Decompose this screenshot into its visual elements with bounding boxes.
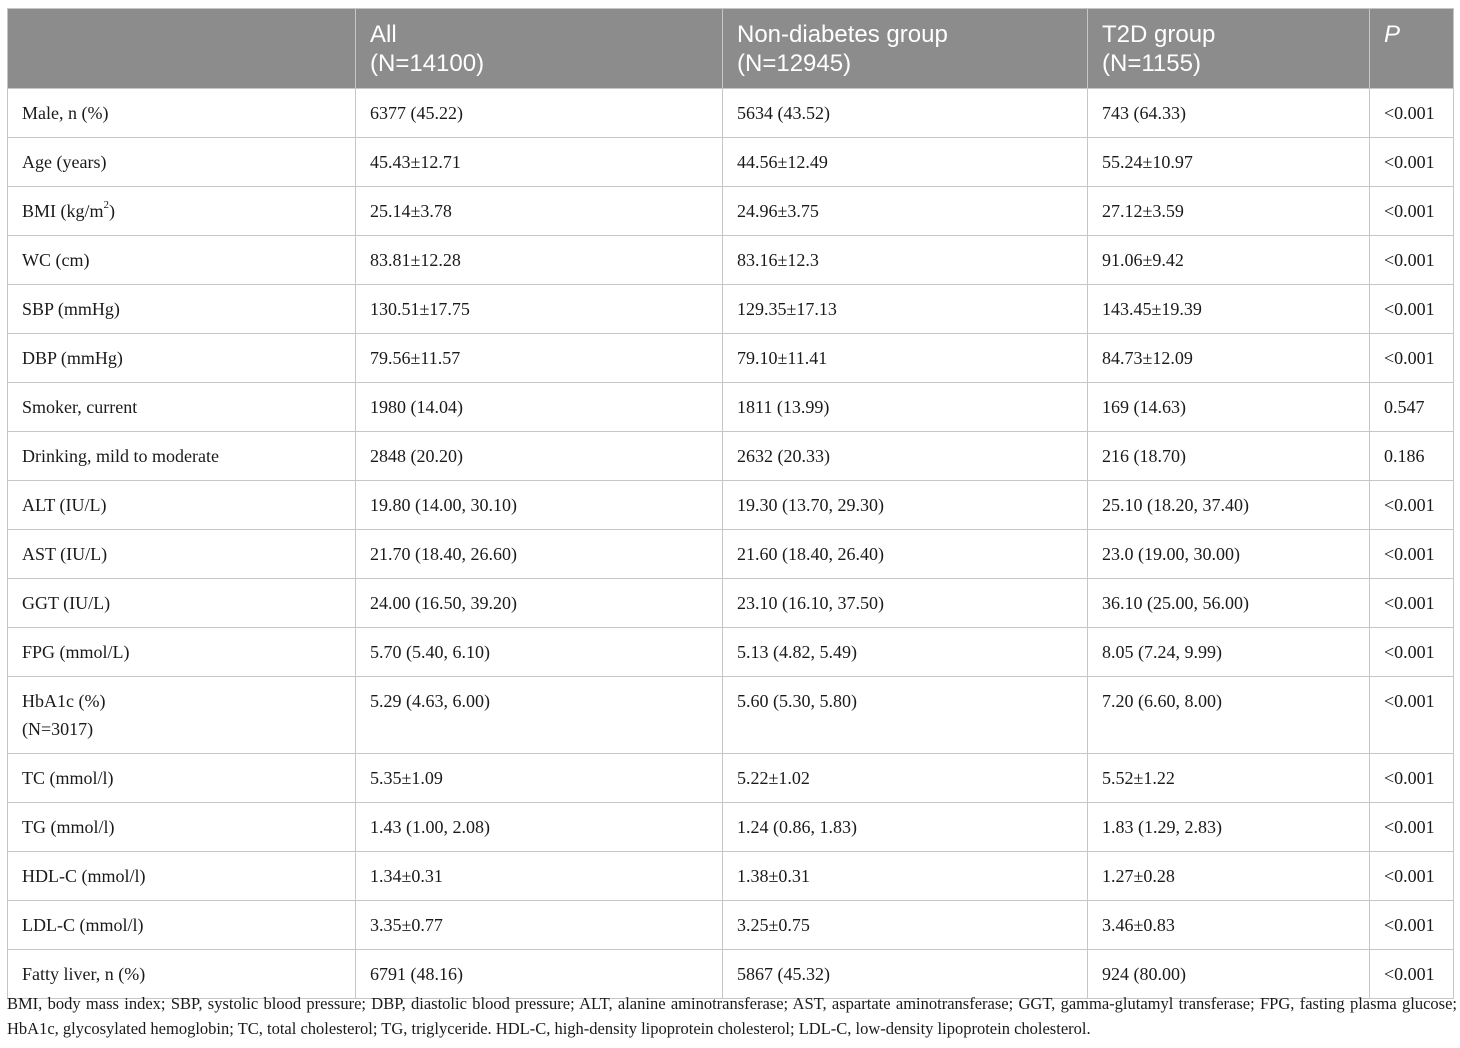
header-non-diabetes-title: Non-diabetes group (737, 21, 948, 48)
cell-t2d: 91.06±9.42 (1088, 236, 1370, 285)
cell-non-diabetes: 1.24 (0.86, 1.83) (723, 803, 1088, 852)
cell-all: 6377 (45.22) (356, 89, 723, 138)
row-label-cell (8, 530, 356, 579)
row-label-cell (8, 628, 356, 677)
row-label: Age (years) (22, 152, 107, 172)
cell-non-diabetes: 129.35±17.13 (723, 285, 1088, 334)
row-label-cell (8, 432, 356, 481)
cell-p-value: <0.001 (1370, 803, 1454, 852)
header-cell-p (1370, 9, 1454, 89)
row-label-cell (8, 803, 356, 852)
cell-t2d: 3.46±0.83 (1088, 901, 1370, 950)
row-label: TG (mmol/l) (22, 817, 115, 837)
cell-all: 83.81±12.28 (356, 236, 723, 285)
table-row (8, 803, 1454, 852)
row-label-cell (8, 236, 356, 285)
cell-t2d: 55.24±10.97 (1088, 138, 1370, 187)
table-row (8, 481, 1454, 530)
cell-p-value: <0.001 (1370, 481, 1454, 530)
table-row (8, 432, 1454, 481)
cell-t2d: 84.73±12.09 (1088, 334, 1370, 383)
cell-all: 1980 (14.04) (356, 383, 723, 432)
row-label-cell (8, 383, 356, 432)
cell-p-value: <0.001 (1370, 89, 1454, 138)
table-row (8, 285, 1454, 334)
table-row (8, 754, 1454, 803)
cell-non-diabetes: 5.22±1.02 (723, 754, 1088, 803)
row-label: Fatty liver, n (%) (22, 964, 146, 984)
row-label: ALT (IU/L) (22, 495, 107, 515)
cell-all: 79.56±11.57 (356, 334, 723, 383)
row-label-end: ) (109, 201, 116, 221)
header-cell-t2d (1088, 9, 1370, 89)
cell-t2d: 27.12±3.59 (1088, 187, 1370, 236)
row-label: LDL-C (mmol/l) (22, 915, 144, 935)
row-label-cell (8, 187, 356, 236)
cell-t2d: 169 (14.63) (1088, 383, 1370, 432)
cell-non-diabetes: 5867 (45.32) (723, 950, 1088, 999)
table-row (8, 138, 1454, 187)
cell-all: 25.14±3.78 (356, 187, 723, 236)
cell-p-value: <0.001 (1370, 754, 1454, 803)
table-footnote: BMI, body mass index; SBP, systolic blood pressure; DBP, diastolic blood pressure; ALT, alanine aminotransferase; AST, aspartate aminotransferase; GGT, gamma-glutamyl transferase; FPG, fasting plasma glucose; HbA1c, glycosylated hemoglobin; TC, total cholesterol; TG, triglyceride. HDL-C, high-density lipoprotein cholesterol; LDL-C, low-density lipoprotein cholesterol. (7, 994, 1457, 1038)
row-label-cell (8, 754, 356, 803)
cell-t2d: 924 (80.00) (1088, 950, 1370, 999)
cell-non-diabetes: 44.56±12.49 (723, 138, 1088, 187)
table-row (8, 852, 1454, 901)
cell-p-value: <0.001 (1370, 334, 1454, 383)
row-label-cell (8, 901, 356, 950)
cell-all: 21.70 (18.40, 26.60) (356, 530, 723, 579)
row-label-cell (8, 285, 356, 334)
row-label-cell (8, 579, 356, 628)
header-cell-all (356, 9, 723, 89)
cell-non-diabetes: 19.30 (13.70, 29.30) (723, 481, 1088, 530)
cell-all: 6791 (48.16) (356, 950, 723, 999)
header-p-title: P (1384, 21, 1401, 48)
cell-t2d: 8.05 (7.24, 9.99) (1088, 628, 1370, 677)
header-cell-empty (8, 9, 356, 89)
cell-p-value: <0.001 (1370, 236, 1454, 285)
cell-t2d: 143.45±19.39 (1088, 285, 1370, 334)
cell-non-diabetes: 21.60 (18.40, 26.40) (723, 530, 1088, 579)
row-label: AST (IU/L) (22, 544, 108, 564)
cell-all: 2848 (20.20) (356, 432, 723, 481)
cell-all: 5.70 (5.40, 6.10) (356, 628, 723, 677)
cell-t2d: 216 (18.70) (1088, 432, 1370, 481)
row-label-cell (8, 89, 356, 138)
table-row (8, 187, 1454, 236)
row-label-cell (8, 481, 356, 530)
row-label: SBP (mmHg) (22, 299, 120, 319)
header-cell-non-diabetes (723, 9, 1088, 89)
header-non-diabetes-n: (N=12945) (737, 50, 852, 77)
cell-non-diabetes: 5.13 (4.82, 5.49) (723, 628, 1088, 677)
cell-non-diabetes: 1811 (13.99) (723, 383, 1088, 432)
row-label: BMI (kg/m (22, 201, 104, 221)
table-row (8, 677, 1454, 754)
cell-t2d: 25.10 (18.20, 37.40) (1088, 481, 1370, 530)
row-label: Drinking, mild to moderate (22, 446, 219, 466)
row-label: Smoker, current (22, 397, 138, 417)
cell-non-diabetes: 24.96±3.75 (723, 187, 1088, 236)
cell-non-diabetes: 1.38±0.31 (723, 852, 1088, 901)
cell-non-diabetes: 3.25±0.75 (723, 901, 1088, 950)
row-label: TC (mmol/l) (22, 768, 114, 788)
cell-all: 5.29 (4.63, 6.00) (356, 677, 723, 754)
characteristics-table (7, 8, 1454, 999)
row-label: GGT (IU/L) (22, 593, 111, 613)
cell-p-value: <0.001 (1370, 187, 1454, 236)
cell-all: 45.43±12.71 (356, 138, 723, 187)
table-container (7, 8, 1453, 999)
cell-t2d: 36.10 (25.00, 56.00) (1088, 579, 1370, 628)
cell-p-value: <0.001 (1370, 950, 1454, 999)
row-label-cell (8, 852, 356, 901)
row-label-cell (8, 138, 356, 187)
cell-non-diabetes: 79.10±11.41 (723, 334, 1088, 383)
cell-p-value: <0.001 (1370, 579, 1454, 628)
cell-non-diabetes: 5634 (43.52) (723, 89, 1088, 138)
cell-all: 1.34±0.31 (356, 852, 723, 901)
cell-non-diabetes: 83.16±12.3 (723, 236, 1088, 285)
row-label: DBP (mmHg) (22, 348, 123, 368)
cell-t2d: 1.83 (1.29, 2.83) (1088, 803, 1370, 852)
row-label: HDL-C (mmol/l) (22, 866, 146, 886)
header-all-n: (N=14100) (370, 50, 485, 77)
table-body (8, 89, 1454, 999)
cell-all: 24.00 (16.50, 39.20) (356, 579, 723, 628)
cell-non-diabetes: 2632 (20.33) (723, 432, 1088, 481)
table-row (8, 334, 1454, 383)
cell-non-diabetes: 23.10 (16.10, 37.50) (723, 579, 1088, 628)
cell-non-diabetes: 5.60 (5.30, 5.80) (723, 677, 1088, 754)
table-row (8, 579, 1454, 628)
header-all-title: All (370, 21, 397, 48)
cell-t2d: 1.27±0.28 (1088, 852, 1370, 901)
row-label: FPG (mmol/L) (22, 642, 130, 662)
cell-p-value: 0.547 (1370, 383, 1454, 432)
cell-t2d: 5.52±1.22 (1088, 754, 1370, 803)
row-label-superscript: 2 (103, 199, 110, 211)
cell-all: 3.35±0.77 (356, 901, 723, 950)
row-label: WC (cm) (22, 250, 90, 270)
table-row (8, 530, 1454, 579)
row-label: Male, n (%) (22, 103, 109, 123)
cell-p-value: <0.001 (1370, 138, 1454, 187)
table-row (8, 383, 1454, 432)
cell-p-value: <0.001 (1370, 852, 1454, 901)
row-label-subline: (N=3017) (22, 719, 94, 739)
row-label-cell (8, 677, 356, 754)
header-row (8, 9, 1454, 89)
cell-p-value: <0.001 (1370, 285, 1454, 334)
cell-all: 130.51±17.75 (356, 285, 723, 334)
table-row (8, 236, 1454, 285)
cell-all: 19.80 (14.00, 30.10) (356, 481, 723, 530)
cell-p-value: <0.001 (1370, 530, 1454, 579)
cell-p-value: <0.001 (1370, 901, 1454, 950)
cell-all: 1.43 (1.00, 2.08) (356, 803, 723, 852)
cell-t2d: 23.0 (19.00, 30.00) (1088, 530, 1370, 579)
row-label: HbA1c (%) (22, 691, 106, 711)
header-t2d-n: (N=1155) (1102, 50, 1201, 77)
table-row (8, 628, 1454, 677)
cell-p-value: <0.001 (1370, 628, 1454, 677)
header-t2d-title: T2D group (1102, 21, 1216, 48)
row-label-cell (8, 334, 356, 383)
cell-t2d: 743 (64.33) (1088, 89, 1370, 138)
cell-t2d: 7.20 (6.60, 8.00) (1088, 677, 1370, 754)
cell-all: 5.35±1.09 (356, 754, 723, 803)
table-row (8, 901, 1454, 950)
cell-p-value: <0.001 (1370, 677, 1454, 754)
cell-p-value: 0.186 (1370, 432, 1454, 481)
table-row (8, 89, 1454, 138)
